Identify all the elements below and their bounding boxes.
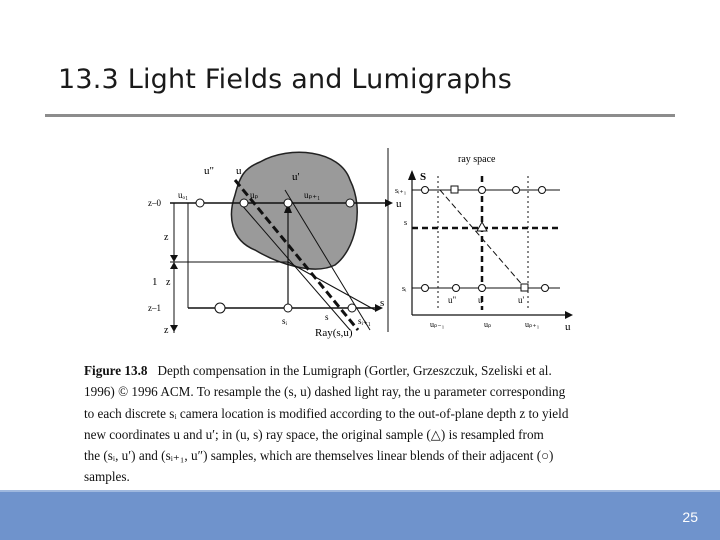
s-sample <box>348 304 356 312</box>
label-u-axis-r: u <box>565 321 571 333</box>
label-s-axis: s <box>380 297 385 309</box>
u-sample <box>240 199 248 207</box>
label-s-i: sᵢ <box>282 316 287 326</box>
slide-footer <box>0 492 720 540</box>
label-s: s <box>325 312 329 322</box>
resample-diagonal <box>440 190 525 288</box>
ray-sample <box>539 187 546 194</box>
u-sample <box>346 199 354 207</box>
ray-space-title: ray space <box>458 154 496 165</box>
label-u-prime-r: u' <box>518 295 525 305</box>
ray-sample <box>479 187 486 194</box>
label-s-i1: sᵢ₊₁ <box>358 316 371 326</box>
caption-line: 1996) © 1996 ACM. To resample the (s, u) dashed light ray, the u parameter corresponding <box>84 384 566 400</box>
label-u-p-r: uₚ <box>484 320 492 329</box>
label-u-p-minus: uₚ₋₁ <box>430 320 445 329</box>
label-s-i-r: sᵢ <box>402 284 407 293</box>
ray-space-diagram <box>395 154 573 333</box>
caption-line: new coordinates u and u′; in (u, s) ray space, the original sample (△) is resampled from <box>84 426 544 442</box>
label-z-bottom: z <box>164 325 169 336</box>
label-u-r: u <box>478 295 483 305</box>
ray-sample <box>542 285 549 292</box>
label-u-p1: uₚ₊₁ <box>304 190 321 200</box>
label-s-r: s <box>404 218 408 227</box>
ray-sample <box>513 187 520 194</box>
label-u-dbl: u" <box>204 165 214 177</box>
s-sample <box>215 303 225 313</box>
object-blob <box>232 152 358 269</box>
ray-line-c <box>288 262 375 310</box>
caption-line: to each discrete sᵢ camera location is modified according to the out-of-plane depth z to yield <box>84 405 569 421</box>
label-ray: Ray(s,u) <box>315 327 353 339</box>
u-arrow <box>385 199 393 207</box>
ray-sample <box>453 285 460 292</box>
u-axis-arrow <box>565 311 573 319</box>
ray-sample <box>422 285 429 292</box>
label-s-i1-r: sᵢ₊₁ <box>395 186 407 195</box>
u-sample <box>284 199 292 207</box>
label-one: 1 <box>152 276 158 288</box>
label-z0: z–0 <box>148 198 161 208</box>
z-arrow-1 <box>170 255 178 262</box>
title-divider <box>45 114 675 117</box>
label-z-axis: z <box>164 232 169 243</box>
label-u-p-plus: uₚ₊₁ <box>525 320 540 329</box>
caption-line: samples. <box>84 469 130 485</box>
label-u-axis: u <box>396 198 402 210</box>
s-sample <box>284 304 292 312</box>
label-z-small: z <box>166 277 171 288</box>
figure-caption <box>84 360 640 488</box>
left-diagram <box>148 152 402 339</box>
label-u-i: uₒ₁ <box>178 190 189 200</box>
resample-square <box>521 284 528 291</box>
label-u-p: uₚ <box>250 190 259 200</box>
slide-title: 13.3 Light Fields and Lumigraphs <box>58 64 512 95</box>
ray-sample <box>422 187 429 194</box>
label-u-dbl-r: u" <box>448 295 457 305</box>
caption-line: the (sᵢ, u′) and (sᵢ₊₁, u″) samples, which are themselves linear blends of their adjacent (○) <box>84 448 554 464</box>
resample-square <box>451 186 458 193</box>
lumigraph-figure <box>140 140 580 340</box>
page-number: 25 <box>682 509 698 525</box>
original-sample-triangle <box>477 222 487 231</box>
s-axis-arrow <box>408 170 416 180</box>
label-zminus1: z–1 <box>148 303 161 313</box>
label-u: u <box>236 165 242 177</box>
z-arrow-3 <box>170 325 178 332</box>
ray-sample <box>479 285 486 292</box>
caption-line: Figure 13.8 Depth compensation in the Lumigraph (Gortler, Grzeszczuk, Szeliski et al. <box>84 363 552 378</box>
label-u-prime: u' <box>292 171 300 183</box>
caption-label: Figure 13.8 <box>84 363 148 378</box>
label-S: S <box>420 171 427 183</box>
u-sample <box>196 199 204 207</box>
z-arrow-2 <box>170 262 178 269</box>
